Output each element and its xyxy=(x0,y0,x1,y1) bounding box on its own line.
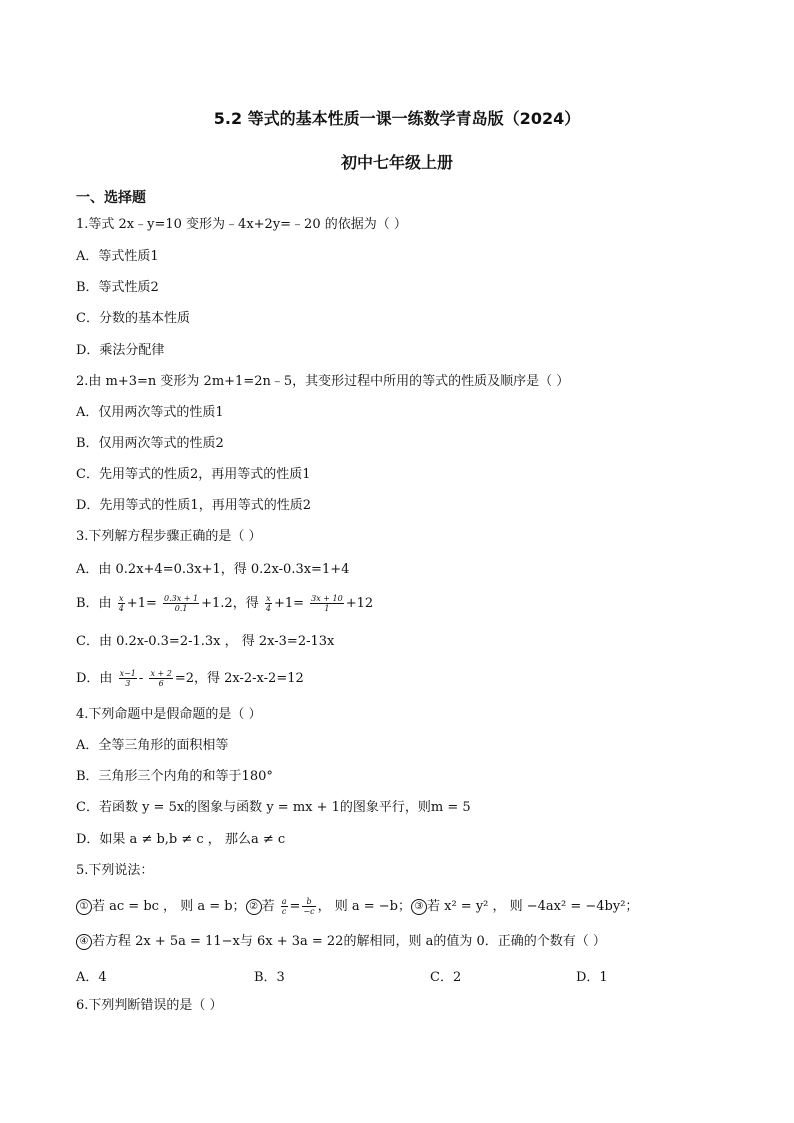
question-1-option-d: D．乘法分配律 xyxy=(76,343,165,358)
denominator: 6 xyxy=(158,679,164,688)
question-1-stem: 1.等式 2x﹣y=10 变形为﹣4x+2y=﹣20 的依据为（ ） xyxy=(76,217,407,232)
denominator: 0.1 xyxy=(174,604,188,613)
page-subtitle: 初中七年级上册 xyxy=(340,153,453,172)
statement-number-1: ① xyxy=(76,899,92,915)
fraction xyxy=(163,594,199,613)
statement-1: 若 ac = bc ， 则 a = b； xyxy=(92,899,246,914)
question-5-option-c: C．2 xyxy=(430,970,462,985)
question-3-option-b xyxy=(76,594,373,613)
section-heading: 一、选择题 xyxy=(76,190,146,206)
question-4-option-b: B．三角形三个内角的和等于180° xyxy=(76,769,273,784)
question-2-option-a: A．仅用两次等式的性质1 xyxy=(76,405,224,420)
question-2-option-c: C．先用等式的性质2，再用等式的性质1 xyxy=(76,467,311,482)
question-3-option-c: C．由 0.2x-0.3=2-1.3x ， 得 2x-3=2-13x xyxy=(76,634,335,649)
option-d-prefix: D．由 xyxy=(76,671,113,686)
question-2-option-d: D．先用等式的性质1，再用等式的性质2 xyxy=(76,498,311,513)
question-5-option-b: B．3 xyxy=(254,970,285,985)
fraction xyxy=(118,594,125,613)
denominator: −c xyxy=(303,907,315,916)
denominator: 1 xyxy=(324,604,330,613)
statement-3: 若 x² = y² ， 则 −4ax² = −4by²； xyxy=(426,899,639,914)
text-fragment: - xyxy=(138,671,144,686)
text-fragment: = xyxy=(289,899,301,914)
question-1-option-b: B．等式性质2 xyxy=(76,280,159,295)
question-1-option-a: A．等式性质1 xyxy=(76,249,159,264)
page-title: 5.2 等式的基本性质一课一练数学青岛版（2024） xyxy=(213,109,581,128)
question-5-option-d: D．1 xyxy=(576,970,608,985)
text-fragment: +12 xyxy=(345,596,374,611)
numerator: x xyxy=(266,594,271,603)
statement-number-2: ② xyxy=(246,899,262,915)
question-5-statements-row2 xyxy=(76,933,606,951)
question-5-statements-row1 xyxy=(76,897,638,916)
fraction xyxy=(310,594,344,613)
question-1-option-c: C．分数的基本性质 xyxy=(76,311,190,326)
denominator: c xyxy=(281,907,287,916)
fraction xyxy=(149,669,172,688)
numerator: a xyxy=(281,897,287,906)
numerator: b xyxy=(302,897,315,907)
question-5-option-a: A．4 xyxy=(76,970,107,985)
numerator: 0.3x + 1 xyxy=(164,594,199,603)
denominator: 4 xyxy=(118,604,124,613)
fraction xyxy=(302,897,315,916)
denominator: 4 xyxy=(265,604,271,613)
statement-2-suffix: ， 则 a = −b； xyxy=(317,899,411,914)
question-3-option-d xyxy=(76,669,304,688)
option-b-prefix: B．由 xyxy=(76,596,112,611)
statement-number-3: ③ xyxy=(411,899,427,915)
question-4-stem: 4.下列命题中是假命题的是（ ） xyxy=(76,707,262,722)
fraction xyxy=(281,897,288,916)
question-4-option-d: D．如果 a ≠ b,b ≠ c ， 那么a ≠ c xyxy=(76,832,286,847)
question-4-option-a: A．全等三角形的面积相等 xyxy=(76,738,229,753)
text-fragment: +1= xyxy=(126,596,157,611)
question-2-option-b: B．仅用两次等式的性质2 xyxy=(76,436,224,451)
question-5-stem: 5.下列说法： xyxy=(76,863,154,878)
numerator: x + 2 xyxy=(150,669,172,678)
text-fragment: +1.2，得 xyxy=(201,596,259,611)
fraction xyxy=(119,669,137,688)
fraction xyxy=(265,594,272,613)
statement-2-prefix: 若 xyxy=(261,899,275,914)
question-4-option-c: C．若函数 y = 5x的图象与函数 y = mx + 1的图象平行，则m = 5 xyxy=(76,800,471,815)
denominator: 3 xyxy=(125,679,131,688)
statement-number-4: ④ xyxy=(76,934,92,950)
numerator: 3x + 10 xyxy=(311,594,343,603)
question-6-stem: 6.下列判断错误的是（ ） xyxy=(76,998,223,1013)
question-2-stem: 2.由 m+3=n 变形为 2m+1=2n﹣5，其变形过程中所用的等式的性质及顺序是（ ） xyxy=(76,374,570,389)
text-fragment: =2，得 2x-2-x-2=12 xyxy=(174,671,304,686)
numerator: x xyxy=(118,594,124,603)
statement-4: 若方程 2x + 5a = 11−x与 6x + 3a = 22的解相同，则 a的值为 0．正确的个数有（ ） xyxy=(92,934,606,949)
question-3-stem: 3.下列解方程步骤正确的是（ ） xyxy=(76,529,262,544)
text-fragment: +1= xyxy=(273,596,304,611)
question-3-option-a: A．由 0.2x+4=0.3x+1，得 0.2x-0.3x=1+4 xyxy=(76,562,350,577)
numerator: x−1 xyxy=(119,669,136,678)
